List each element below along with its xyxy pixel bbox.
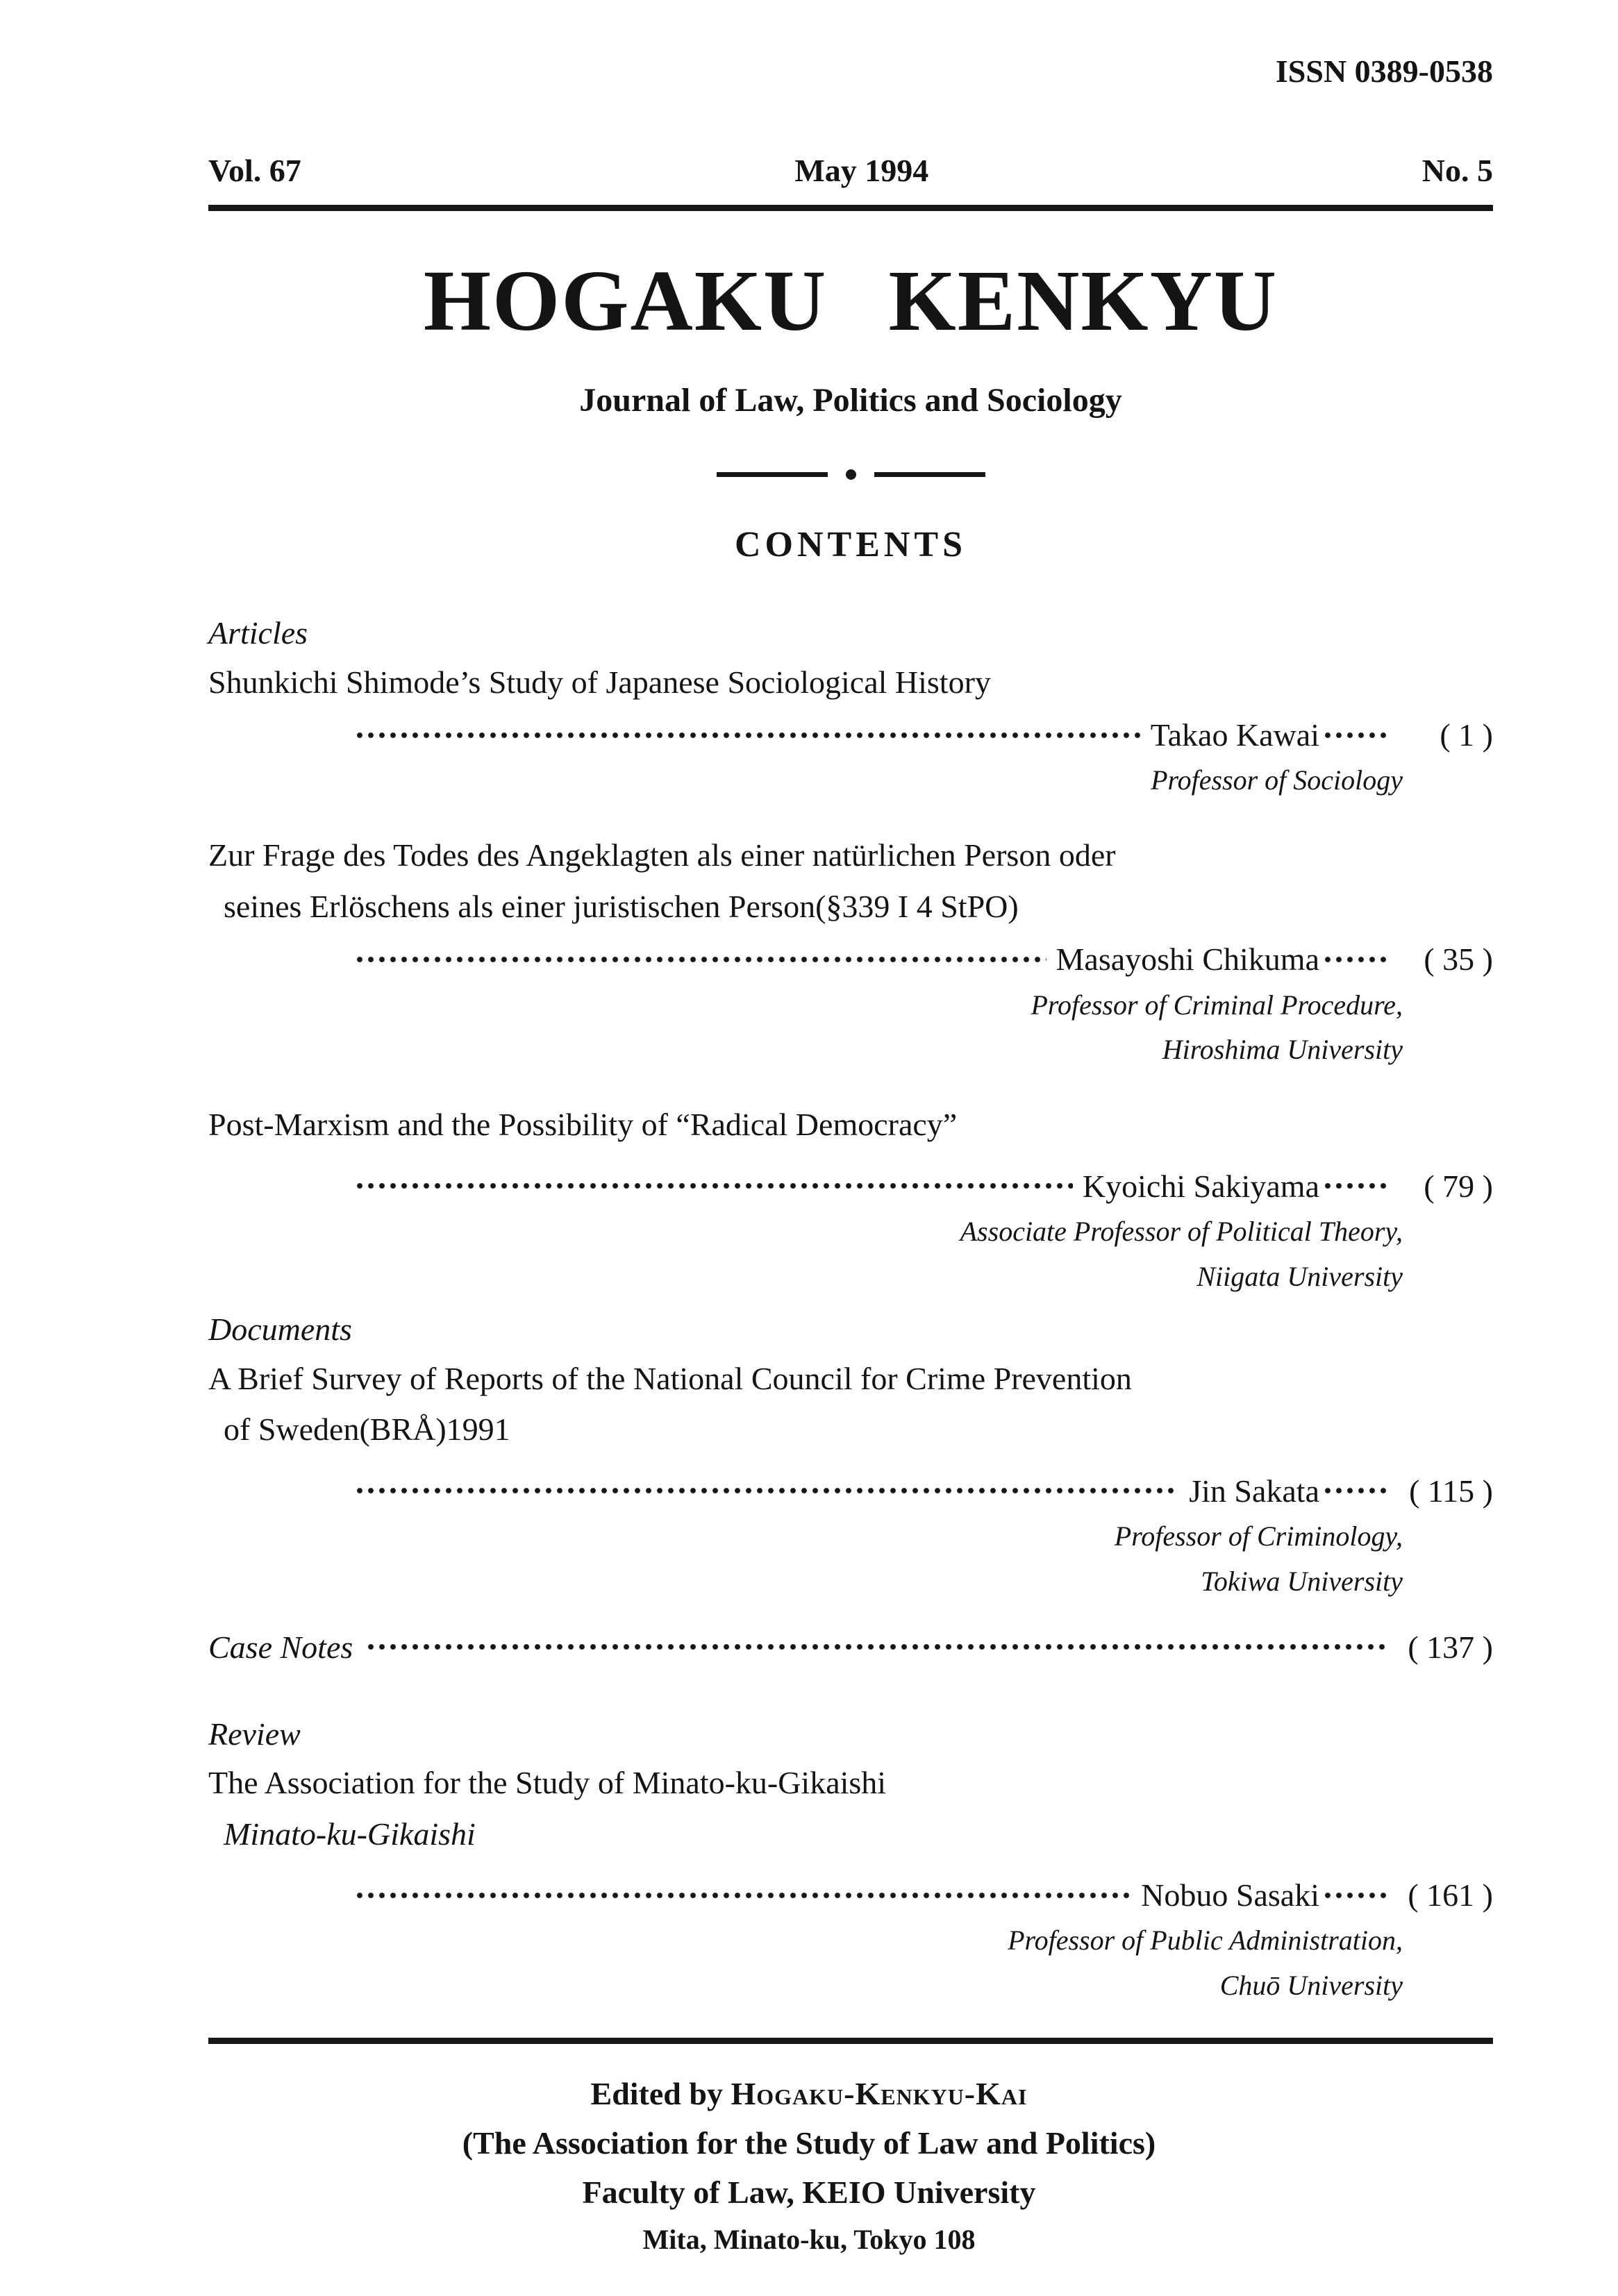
affiliation-role: Professor of Criminology, (1114, 1520, 1403, 1552)
author-affiliation (208, 1514, 1493, 1604)
divider-bar-left (717, 472, 828, 477)
toc-entry (208, 1353, 1493, 1604)
association-line: (The Association for the Study of Law and Politics) (462, 2125, 1156, 2161)
edited-by-line (125, 2075, 1493, 2113)
bottom-rule (208, 2038, 1493, 2044)
page-number: ( 35 ) (1424, 941, 1493, 978)
affiliation-role: Associate Professor of Political Theory, (960, 1215, 1403, 1247)
date-label: May 1994 (794, 153, 929, 189)
affiliation-role: Professor of Criminal Procedure, (1031, 989, 1403, 1021)
toc-entry (208, 657, 1493, 804)
case-notes-label: Case Notes (208, 1629, 353, 1665)
toc-author-line (208, 940, 1493, 978)
author-name: Kyoichi Sakiyama (1082, 1168, 1319, 1204)
issn: ISSN 0389-0538 (1275, 53, 1493, 89)
toc-entry (208, 830, 1493, 1073)
toc-entry (208, 1099, 1493, 1299)
dot-leader-short (1322, 955, 1389, 964)
toc-author-line (208, 1167, 1493, 1205)
author-name: Nobuo Sasaki (1141, 1877, 1319, 1913)
affiliation-university: Chuō University (1219, 1970, 1403, 2002)
author-name: Takao Kawai (1150, 717, 1319, 753)
toc-author-line (208, 1876, 1493, 1914)
article-title: A Brief Survey of Reports of the National Council for Crime Prevention (208, 1360, 1132, 1396)
issue-label: No. 5 (1421, 153, 1493, 189)
author-affiliation (208, 1918, 1493, 2009)
article-title: Zur Frage des Todes des Angeklagten als einer natürlichen Person oder (208, 837, 1116, 873)
page-number: ( 1 ) (1440, 717, 1493, 753)
article-title-continued: of Sweden(BRÅ)1991 (224, 1411, 510, 1448)
journal-subtitle: Journal of Law, Politics and Sociology (579, 382, 1122, 419)
dot-leader (354, 1891, 1131, 1900)
toc-author-line (208, 716, 1493, 754)
author-name: Masayoshi Chikuma (1056, 941, 1319, 978)
dot-leader (365, 1643, 1389, 1651)
toc-entry (208, 1757, 1493, 2009)
dot-leader-short (1322, 1486, 1389, 1495)
divider-bar-right (874, 472, 985, 477)
article-title-italic: Minato-ku-Gikaishi (224, 1816, 476, 1852)
journal-title: HOGAKU KENKYU (423, 253, 1278, 350)
section-label-documents: Documents (208, 1312, 352, 1348)
author-affiliation (208, 1209, 1493, 1300)
dot-leader-short (1322, 1891, 1389, 1900)
toc-author-line (208, 1472, 1493, 1510)
dot-leader (354, 955, 1046, 964)
affiliation-university: Niigata University (1196, 1260, 1403, 1292)
section-label-articles: Articles (208, 615, 308, 651)
page-number: ( 161 ) (1408, 1877, 1493, 1913)
volume-label: Vol. 67 (208, 153, 301, 189)
author-affiliation: Professor of Sociology (1151, 764, 1403, 796)
dot-leader (354, 1182, 1073, 1190)
affiliation-role: Professor of Public Administration, (1008, 1925, 1403, 1956)
affiliation-university: Tokiwa University (1201, 1565, 1403, 1597)
volume-date-row (208, 151, 1493, 190)
author-name: Jin Sakata (1189, 1473, 1319, 1509)
page-number: ( 137 ) (1408, 1629, 1493, 1665)
dot-leader (354, 1486, 1179, 1495)
dot-leader (354, 731, 1141, 739)
article-title: The Association for the Study of Minato-ku-Gikaishi (208, 1765, 887, 1801)
page-number: ( 79 ) (1424, 1168, 1493, 1204)
affiliation-university: Hiroshima University (1162, 1034, 1403, 1066)
contents-heading: CONTENTS (734, 525, 967, 565)
address-line: Mita, Minato-ku, Tokyo 108 (642, 2223, 976, 2255)
publisher-name: Hogaku-Kenkyu-Kai (731, 2075, 1028, 2111)
top-rule (208, 205, 1493, 211)
section-label-review: Review (208, 1716, 301, 1752)
dot-leader-short (1322, 731, 1389, 739)
author-affiliation (208, 983, 1493, 1073)
page-number: ( 115 ) (1409, 1473, 1493, 1509)
faculty-line: Faculty of Law, KEIO University (582, 2175, 1036, 2211)
dot-leader-short (1322, 1182, 1389, 1190)
article-title: Post-Marxism and the Possibility of “Radical Democracy” (208, 1107, 958, 1143)
case-notes-line (208, 1628, 1493, 1666)
article-title: Shunkichi Shimode’s Study of Japanese Sociological History (208, 664, 991, 700)
imprint-footer (125, 2075, 1493, 2256)
edited-by-prefix: Edited by (590, 2075, 731, 2111)
divider-dot (846, 469, 856, 480)
divider-ornament (208, 469, 1493, 480)
article-title-continued: seines Erlöschens als einer juristischen Person(§339 I 4 StPO) (224, 888, 1019, 924)
